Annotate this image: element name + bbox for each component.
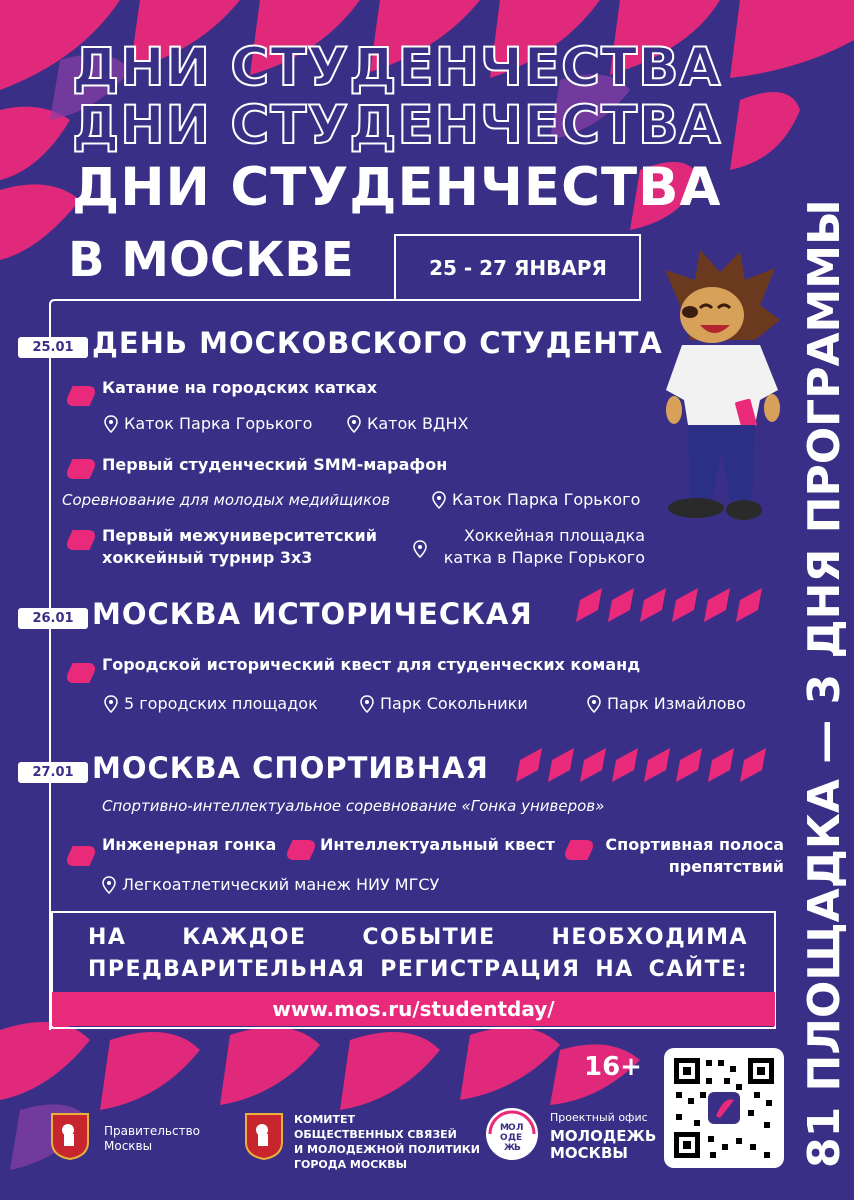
day-title-3: МОСКВА СПОРТИВНАЯ	[92, 751, 489, 785]
svg-text:Л: Л	[516, 1123, 524, 1133]
svg-text:О: О	[500, 1133, 508, 1143]
svg-text:Ь: Ь	[514, 1143, 521, 1153]
map-pin-icon	[102, 876, 116, 894]
map-pin-icon	[432, 491, 446, 509]
map-pin-icon	[104, 695, 118, 713]
event-hockey-line-2: хоккейный турнир 3х3	[102, 548, 313, 567]
dates-box	[396, 236, 640, 300]
city-title: В МОСКВЕ	[68, 232, 354, 288]
map-pin-icon	[347, 415, 361, 433]
map-pin-icon	[413, 540, 427, 558]
office-label: Проектный офис	[550, 1111, 648, 1124]
office-name: МОЛОДЕЖЬ МОСКВЫ	[550, 1127, 657, 1162]
moscow-coat-of-arms-icon	[244, 1112, 284, 1160]
location-hockey: Хоккейная площадка катка в Парке Горького	[443, 526, 645, 567]
youth-office-logo-icon	[484, 1106, 540, 1162]
location-mgsu: Легкоатлетический манеж НИУ МГСУ	[102, 875, 439, 894]
event-history-quest: Городской исторический квест для студенческих команд	[102, 655, 641, 674]
moscow-coat-of-arms-icon	[50, 1112, 90, 1160]
svg-text:Ж: Ж	[504, 1143, 516, 1153]
location-5-sites: 5 городских площадок	[104, 694, 318, 713]
svg-text:Е: Е	[516, 1133, 523, 1143]
location-vdnh-rink: Каток ВДНХ	[347, 414, 469, 433]
event-obstacle-course: Спортивная полоса препятствий	[605, 835, 784, 876]
event-skating: Катание на городских катках	[102, 378, 378, 397]
dates-text: 25 - 27 ЯНВАРЯ	[429, 256, 607, 280]
registration-line-2: ПРЕДВАРИТЕЛЬНАЯ РЕГИСТРАЦИЯ НА САЙТЕ:	[88, 957, 748, 982]
qr-code-icon[interactable]	[664, 1048, 784, 1168]
day-tag-25: 25.01	[18, 337, 88, 358]
location-sokolniki: Парк Сокольники	[360, 694, 528, 713]
side-banner: 81 ПЛОЩАДКА — 3 ДНЯ ПРОГРАММЫ	[798, 199, 850, 1168]
svg-text:О: О	[508, 1123, 516, 1133]
hedgehog-mascot	[660, 250, 790, 535]
event-hockey-line-1: Первый межуниверситетский	[102, 526, 377, 545]
svg-text:М: М	[500, 1123, 509, 1133]
title-outline-2: ДНИ СТУДЕНЧЕСТВА	[72, 95, 722, 156]
committee-logo-text: КОМИТЕТ ОБЩЕСТВЕННЫХ СВЯЗЕЙ И МОЛОДЕЖНОЙ ПОЛИТИКИ ГОРОДА МОСКВЫ	[294, 1113, 480, 1171]
registration-line-1: НА КАЖДОЕ СОБЫТИЕ НЕОБХОДИМА	[88, 925, 748, 950]
day-tag-27: 27.01	[18, 762, 88, 783]
map-pin-icon	[104, 415, 118, 433]
day-3-note: Спортивно-интеллектуальное соревнование «Гонка универов»	[102, 797, 605, 815]
registration-url[interactable]: www.mos.ru/studentday/	[272, 997, 555, 1021]
registration-url-bar[interactable]	[52, 992, 775, 1026]
map-pin-icon	[587, 695, 601, 713]
day-title-2: МОСКВА ИСТОРИЧЕСКАЯ	[92, 597, 533, 631]
event-smm-note: Соревнование для молодых медийщиков	[62, 491, 391, 509]
event-intellectual-quest: Интеллектуальный квест	[320, 835, 555, 854]
event-engineering-race: Инженерная гонка	[102, 835, 277, 854]
title-outline-1: ДНИ СТУДЕНЧЕСТВА	[72, 37, 722, 98]
location-gorky-rink: Каток Парка Горького	[104, 414, 312, 433]
day-tag-26: 26.01	[18, 608, 88, 629]
map-pin-icon	[360, 695, 374, 713]
day-title-1: ДЕНЬ МОСКОВСКОГО СТУДЕНТА	[92, 326, 663, 360]
gov-logo-text: Правительство Москвы	[104, 1124, 200, 1153]
age-rating: 16+	[584, 1052, 642, 1082]
svg-text:Д: Д	[508, 1133, 517, 1143]
location-gorky-rink-2: Каток Парка Горького	[432, 490, 640, 509]
main-title: ДНИ СТУДЕНЧЕСТВА	[72, 157, 722, 218]
event-smm-marathon: Первый студенческий SMM-марафон	[102, 455, 448, 474]
location-izmailovo: Парк Измайлово	[587, 694, 746, 713]
